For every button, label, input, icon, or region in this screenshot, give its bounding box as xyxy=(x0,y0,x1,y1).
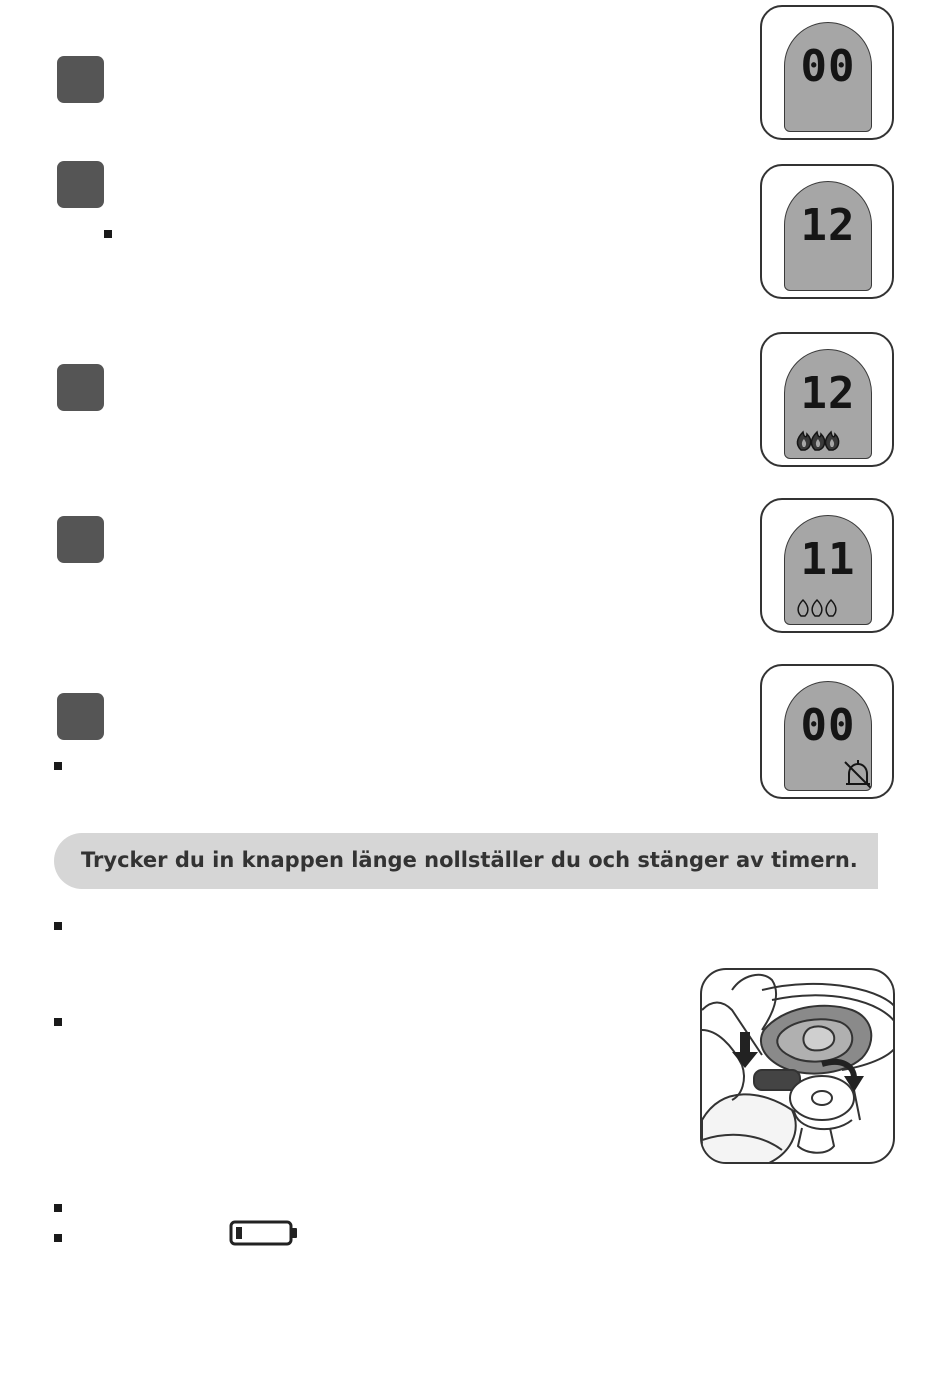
crossed-bell-icon xyxy=(785,682,872,791)
step-4-icon xyxy=(57,516,104,563)
lcd-screen xyxy=(784,681,872,791)
step-5-icon xyxy=(57,693,104,740)
lcd-screen xyxy=(784,181,872,291)
timer-display-panel xyxy=(760,5,894,140)
bullet-icon xyxy=(104,230,112,238)
lcd-digits: 11 xyxy=(800,534,856,585)
timer-display-panel xyxy=(760,332,894,467)
lcd-digits: 12 xyxy=(800,200,856,251)
note-text: Trycker du in knappen länge nollställer du och stänger av timern. xyxy=(81,848,858,872)
lcd-digits: 00 xyxy=(800,41,856,92)
outline-flames-icon xyxy=(785,516,872,625)
hand-pressing-lid-icon xyxy=(702,970,895,1164)
bullet-icon xyxy=(54,1234,62,1242)
lcd-screen xyxy=(784,515,872,625)
lcd-screen xyxy=(784,22,872,132)
step-2-icon xyxy=(57,161,104,208)
lcd-screen xyxy=(784,349,872,459)
timer-display-panel xyxy=(760,498,894,633)
lcd-digits: 00 xyxy=(800,700,856,751)
lid-illustration xyxy=(700,968,895,1164)
filled-flames-icon xyxy=(785,350,872,459)
step-3-icon xyxy=(57,364,104,411)
note-banner xyxy=(54,833,878,889)
bullet-icon xyxy=(54,1018,62,1026)
battery-icon xyxy=(229,1220,299,1246)
bullet-icon xyxy=(54,762,62,770)
lcd-digits: 12 xyxy=(800,368,856,419)
bullet-icon xyxy=(54,1204,62,1212)
timer-display-panel xyxy=(760,164,894,299)
timer-display-panel xyxy=(760,664,894,799)
bullet-icon xyxy=(54,922,62,930)
step-1-icon xyxy=(57,56,104,103)
